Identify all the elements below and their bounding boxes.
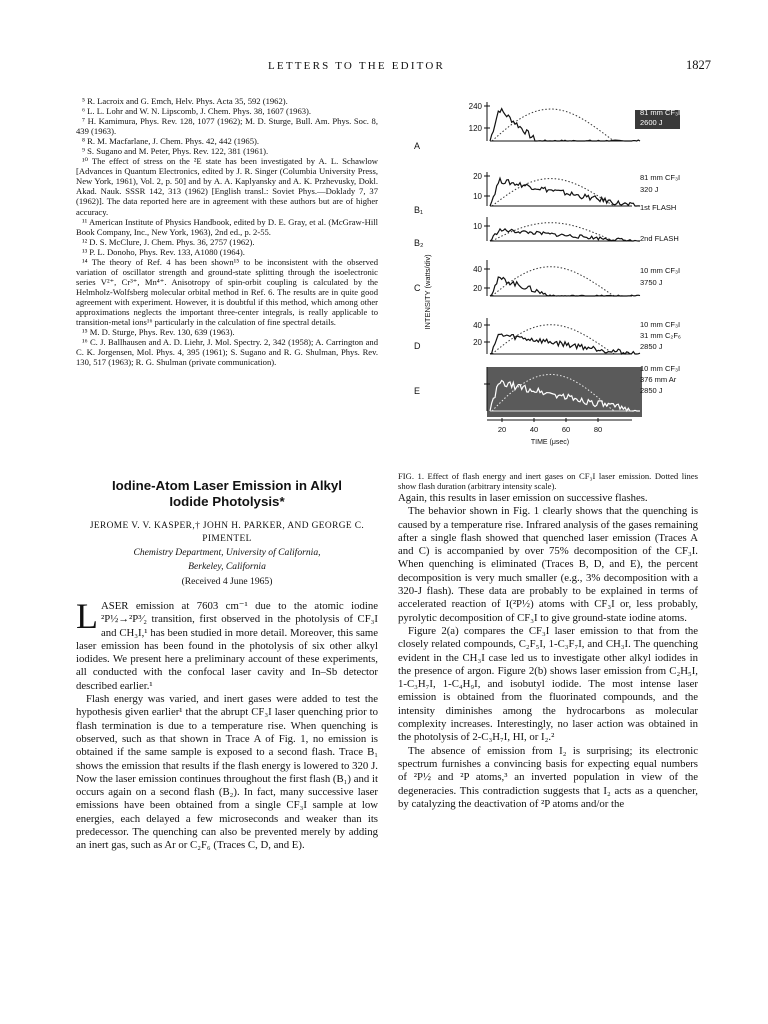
- reference-item: ¹³ P. L. Donoho, Phys. Rev. 133, A1080 (1964).: [82, 246, 245, 257]
- x-tick-label: 80: [593, 425, 603, 434]
- reference-item: ¹¹ American Institute of Physics Handbook, edited by D. E. Gray, et al. (McGraw-Hill Book Company, Inc., New York, 1963), 2nd ed., p. 2-55.: [76, 216, 378, 237]
- y-tick-label: 240: [468, 102, 482, 111]
- trace-condition-label: 81 mm CF₃I: [640, 173, 681, 182]
- trace-condition-label: 320 J: [640, 185, 659, 194]
- page-number: 1827: [686, 58, 711, 72]
- trace-condition-label: 2600 J: [640, 118, 663, 127]
- body-column-left: [76, 596, 378, 853]
- affiliation-line: Chemistry Department, University of California,: [133, 547, 321, 558]
- received-date: (Received 4 June 1965): [181, 576, 273, 587]
- author-line: JEROME V. V. KASPER,† JOHN H. PARKER, AND GEORGE C.: [89, 521, 365, 531]
- body-paragraph: Flash energy was varied, and inert gases were added to test the hypothesis given earlier¹ that the abrupt CF₃I laser quenching prior to flash termination is due to a temperature rise. When quenching is observed, such as that shown in Trace A of Fig. 1, no emission is obtained if the same sample is exposed to a second flash. Trace B₁ shows the emission that results if the flash energy is lowered to 320 J. Now the laser emission continues throughout the first flash (B₁) and it occurs again on a second flash (B₂). In fact, many successive laser emissions have been obtained from a single CF₃I sample at low energies, each delayed a few microseconds and weaker than its predecessor. The quenching can also be prevented merely by adding an inert gas, such as Ar or C₂F₆ (Traces C, D, and E).: [76, 693, 378, 852]
- y-tick-label: 20: [473, 338, 482, 347]
- x-tick-label: 60: [561, 425, 571, 434]
- body-paragraph: The absence of emission from I₂ is surprising; its electronic spectrum furnishes a convincing basis for expecting equal numbers of ²P½ and ²P atoms,³ an inverted population in view of the degeneracies. This contradiction suggests that I₂ acts as a quencher, by catalyzing the deactivation of ²P atoms and/or the: [398, 744, 698, 810]
- y-tick-label: 20: [473, 172, 482, 181]
- trace-condition-label: 2850 J: [640, 342, 663, 351]
- y-tick-label: 40: [473, 321, 482, 330]
- trace-condition-label: 81 mm CF₃I: [640, 108, 681, 117]
- reference-item: ⁷ H. Kamimura, Phys. Rev. 128, 1077 (1962); M. D. Sturge, Bull. Am. Phys. Soc. 8, 439 (1963).: [76, 116, 378, 137]
- x-tick-label: 40: [529, 425, 539, 434]
- flash-duration-curve: [492, 325, 632, 354]
- y-tick-label: 120: [468, 124, 482, 133]
- trace-condition-label: 1st FLASH: [640, 203, 677, 212]
- reference-item: ⁶ L. L. Lohr and W. N. Lipscomb, J. Chem. Phys. 38, 1607 (1963).: [82, 106, 312, 117]
- affiliation-line: Berkeley, California: [188, 560, 266, 572]
- laser-emission-trace: [490, 109, 640, 141]
- x-axis-label: TIME (μsec): [530, 439, 570, 446]
- affiliation: [76, 546, 378, 573]
- reference-item: ¹⁶ C. J. Ballhausen and A. D. Liehr, J. Mol. Spectry. 2, 342 (1958); A. Carrington and C. K. Jorgensen, Mol. Phys. 4, 395 (1961); S. Sugano and R. G. Shulman, Phys. Rev. 130, 517 (1963); R. G. Shulman (private communication).: [76, 337, 378, 368]
- trace-letter: A: [414, 141, 421, 151]
- article-title: [76, 478, 378, 510]
- trace-letter: B₁: [414, 205, 424, 215]
- drop-cap: L: [76, 596, 98, 636]
- reference-item: ¹⁴ The theory of Ref. 4 has been shown¹⁵ to be inconsistent with the observed variation of oscillator strength and ground-state splitting through the isoelectronic series V²⁺, Cr³⁺, Mn⁴⁺. Anisotropy of spin-orbit coupling is calculated by the Helmholz-Wolfsberg molecular orbital method in Ref. 6. The results are in quite good agreement with experiment. However, it is doubtful if this method, which among other approximations neglects the important three-center integrals, is really applicable to transition-metal ions¹⁶ particularly in the calculation of fine spectral details.: [76, 256, 378, 328]
- x-tick-label: 20: [497, 425, 507, 434]
- trace-panel-shading: [487, 367, 642, 417]
- trace-letter: D: [414, 341, 421, 351]
- laser-emission-trace: [490, 229, 640, 241]
- body-paragraph: [76, 596, 378, 693]
- body-paragraph: Again, this results in laser emission on successive flashes.: [398, 492, 648, 504]
- trace-condition-label: 10 mm CF₃I: [640, 266, 681, 275]
- laser-emission-trace: [490, 178, 640, 206]
- author-line: PIMENTEL: [202, 533, 252, 544]
- trace-condition-label: 10 mm CF₃I: [640, 320, 681, 329]
- y-tick-label: 10: [473, 192, 482, 201]
- trace-condition-label: 10 mm CF₃I: [640, 364, 681, 373]
- body-paragraph: The behavior shown in Fig. 1 clearly shows that the quenching is caused by a temperature rise. Infrared analysis of the gases remaining after a single flash showed that quenched laser emission (Traces A and C) is accompanied by over 75% decomposition of the CF₃I. When quenching is eliminated (Traces B, D, and E), the percent decomposition is very much smaller (e.g., 3% decomposition with a 320-J flash). These data are probably to be explained in terms of accelerated reaction of I(²P½) atoms with CF₃I or, less probably, pyrolytic decomposition of CF₃I to give ground-state iodine atoms.: [398, 505, 698, 624]
- reference-item: ¹² D. S. McClure, J. Chem. Phys. 36, 2757 (1962).: [82, 236, 255, 247]
- trace-condition-label: 31 mm C₂F₆: [640, 331, 681, 340]
- title-line: Iodide Photolysis*: [169, 494, 285, 509]
- figure-caption: FIG. 1. Effect of flash energy and inert gases on CF₃I laser emission. Dotted lines show flash duration (arbitrary intensity scale).: [398, 471, 698, 492]
- reference-item: ¹⁵ M. D. Sturge, Phys. Rev. 130, 639 (1963).: [82, 327, 235, 338]
- trace-condition-label: 376 mm Ar: [640, 375, 677, 384]
- reference-list: [76, 96, 378, 367]
- trace-letter: C: [414, 283, 421, 293]
- laser-emission-trace: [490, 277, 640, 296]
- y-tick-label: 20: [473, 380, 482, 389]
- flash-duration-curve: [492, 109, 632, 141]
- body-paragraph: Figure 2(a) compares the CF₃I laser emission to that from the closely related compounds, C₂F₅I, 1-C₃F₇I, and CH₃I. The quenching evident in the CH₃I case led us to investigate other alkyl iodides in the presence of argon. Figure 2(b) shows laser emission from C₂H₅I, 1-C₃H₇I, 1-C₄H₉I, and isobutyl iodide. The most intense laser emission is obtained from the fluorinated compounds, and the intensity diminishes among the hydrocarbons as molecular complexity increases. Interestingly, no laser action was obtained in the photolysis of 2-C₃H₇I, HI, or I₂.²: [398, 624, 698, 744]
- y-axis-label: INTENSITY (watts/div): [423, 254, 432, 330]
- reference-item: ⁹ S. Sugano and M. Peter, Phys. Rev. 122, 381 (1961).: [82, 146, 269, 157]
- body-column-right: [398, 492, 698, 811]
- trace-condition-label: 3750 J: [640, 278, 663, 287]
- y-tick-label: 40: [473, 265, 482, 274]
- trace-letter: E: [414, 386, 421, 396]
- figure-1: [392, 92, 702, 492]
- reference-item: ¹⁰ The effect of stress on the ²E state has been investigated by A. L. Schawlow [Advances in Quantum Electronics, edited by J. R. Singer (Columbia University Press, New York, 1961), Vol. 2, p. 50] and by A. A. Kaplyansky and A. K. Przhevusky, Dokl. Akad. Nauk. SSSR 142, 313 (1962) [English transl.: Soviet Phys.—Doklady 7, 37 (1962)]. The data reported here are in agreement with these authors but are of higher accuracy.: [76, 156, 378, 217]
- reference-item: ⁵ R. Lacroix and G. Emch, Helv. Phys. Acta 35, 592 (1962).: [82, 96, 288, 106]
- trace-condition-label: 2850 J: [640, 386, 663, 395]
- flash-duration-curve: [492, 223, 632, 241]
- trace-condition-label: 2nd FLASH: [640, 234, 679, 243]
- author-list: [76, 520, 378, 545]
- y-tick-label: 10: [473, 222, 482, 231]
- oscilloscope-traces: [392, 92, 702, 472]
- reference-item: ⁸ R. M. Macfarlane, J. Chem. Phys. 42, 442 (1965).: [82, 136, 259, 147]
- laser-emission-trace: [490, 334, 640, 354]
- running-head: LETTERS TO THE EDITOR: [268, 60, 446, 72]
- title-line: Iodine-Atom Laser Emission in Alkyl: [111, 478, 343, 493]
- trace-letter: B₂: [414, 238, 424, 248]
- paragraph-text: ASER emission at 7603 cm⁻¹ due to the atomic iodine ²P½→²P³⁄₂ transition, first observed in the photolysis of CF₃I and CH₃I,¹ has been studied in more detail. Moreover, this same laser emission has been found in the photolysis of six other alkyl iodides. We present here a preliminary account of these experiments, all conducted with the confocal laser cavity and In–Sb detector described earlier.¹: [76, 600, 378, 692]
- y-tick-label: 20: [473, 284, 482, 293]
